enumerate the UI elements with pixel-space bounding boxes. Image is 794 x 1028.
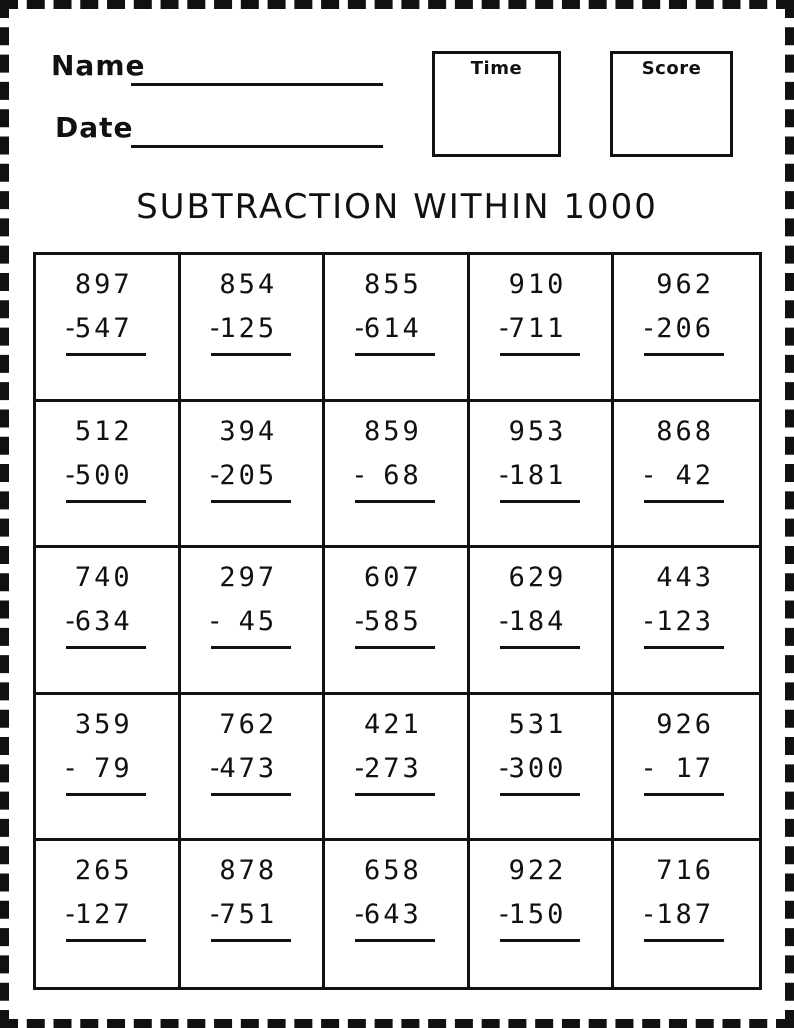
minus-sign: - xyxy=(640,753,657,784)
subtrahend: 17 xyxy=(675,753,714,784)
minuend: 421 xyxy=(364,709,422,740)
answer-line[interactable] xyxy=(211,939,291,942)
answer-line[interactable] xyxy=(66,646,146,649)
minuend: 531 xyxy=(508,709,567,740)
minuend: 607 xyxy=(364,562,422,593)
answer-line[interactable] xyxy=(644,939,724,942)
problem-cell[interactable] xyxy=(470,402,615,548)
minus-sign: - xyxy=(62,313,79,344)
problem-cell[interactable] xyxy=(36,255,181,402)
answer-line[interactable] xyxy=(355,353,435,356)
problem-cell[interactable] xyxy=(325,402,470,548)
minuend: 297 xyxy=(219,562,278,593)
minuend: 922 xyxy=(508,855,567,886)
subtrahend: 473 xyxy=(219,753,278,784)
minus-sign: - xyxy=(206,606,223,637)
minuend: 265 xyxy=(74,855,133,886)
minus-sign: - xyxy=(206,899,223,930)
answer-line[interactable] xyxy=(211,353,291,356)
score-box[interactable] xyxy=(610,51,733,157)
subtrahend: 187 xyxy=(656,899,714,930)
minus-sign: - xyxy=(495,899,513,930)
minuend: 868 xyxy=(656,416,714,447)
subtrahend: 150 xyxy=(508,899,567,930)
problem-cell[interactable] xyxy=(36,841,181,987)
time-box[interactable] xyxy=(432,51,561,157)
minuend: 658 xyxy=(364,855,422,886)
minus-sign: - xyxy=(351,899,368,930)
answer-line[interactable] xyxy=(66,353,146,356)
minus-sign: - xyxy=(62,606,79,637)
minuend: 512 xyxy=(74,416,133,447)
subtrahend: 45 xyxy=(238,606,278,637)
problem-cell[interactable] xyxy=(614,695,759,841)
score-label: Score xyxy=(641,58,702,79)
minus-sign: - xyxy=(351,753,368,784)
minus-sign: - xyxy=(62,899,79,930)
subtrahend: 205 xyxy=(219,460,278,491)
answer-line[interactable] xyxy=(500,646,580,649)
answer-line[interactable] xyxy=(211,500,291,503)
minus-sign: - xyxy=(640,899,657,930)
minuend: 855 xyxy=(364,269,422,300)
problem-cell[interactable] xyxy=(36,548,181,695)
answer-line[interactable] xyxy=(500,353,580,356)
problem-cell[interactable] xyxy=(181,695,326,841)
minus-sign: - xyxy=(495,753,513,784)
problem-cell[interactable] xyxy=(614,402,759,548)
minus-sign: - xyxy=(62,753,79,784)
minus-sign: - xyxy=(206,460,223,491)
minus-sign: - xyxy=(206,313,223,344)
date-field[interactable] xyxy=(131,145,383,148)
time-label: Time xyxy=(470,58,523,79)
minuend: 359 xyxy=(74,709,133,740)
date-label: Date xyxy=(55,111,134,144)
problem-cell[interactable] xyxy=(614,841,759,987)
subtrahend: 751 xyxy=(219,899,278,930)
problem-cell[interactable] xyxy=(470,695,615,841)
minus-sign: - xyxy=(351,313,368,344)
name-label: Name xyxy=(51,49,146,82)
minus-sign: - xyxy=(495,606,513,637)
answer-line[interactable] xyxy=(66,939,146,942)
problem-cell[interactable] xyxy=(36,695,181,841)
problem-cell[interactable] xyxy=(614,255,759,402)
answer-line[interactable] xyxy=(211,646,291,649)
problem-cell[interactable] xyxy=(181,255,326,402)
minuend: 740 xyxy=(74,562,133,593)
subtrahend: 273 xyxy=(364,753,422,784)
minuend: 854 xyxy=(219,269,278,300)
problem-cell[interactable] xyxy=(470,841,615,987)
answer-line[interactable] xyxy=(355,646,435,649)
minus-sign: - xyxy=(640,313,657,344)
minuend: 443 xyxy=(656,562,714,593)
problem-cell[interactable] xyxy=(325,841,470,987)
problem-cell[interactable] xyxy=(325,695,470,841)
answer-line[interactable] xyxy=(355,500,435,503)
minus-sign: - xyxy=(351,606,368,637)
minuend: 629 xyxy=(508,562,567,593)
problem-cell[interactable] xyxy=(470,548,615,695)
subtrahend: 711 xyxy=(508,313,567,344)
minuend: 859 xyxy=(364,416,422,447)
subtrahend: 125 xyxy=(219,313,278,344)
minus-sign: - xyxy=(495,313,513,344)
minus-sign: - xyxy=(206,753,223,784)
subtrahend: 585 xyxy=(364,606,422,637)
problem-cell[interactable] xyxy=(181,841,326,987)
minus-sign: - xyxy=(62,460,79,491)
minus-sign: - xyxy=(351,460,368,491)
answer-line[interactable] xyxy=(644,353,724,356)
subtrahend: 68 xyxy=(383,460,422,491)
answer-line[interactable] xyxy=(644,793,724,796)
answer-line[interactable] xyxy=(644,646,724,649)
subtrahend: 547 xyxy=(74,313,133,344)
answer-line[interactable] xyxy=(211,793,291,796)
subtrahend: 123 xyxy=(656,606,714,637)
minuend: 962 xyxy=(656,269,714,300)
answer-line[interactable] xyxy=(500,793,580,796)
minuend: 926 xyxy=(656,709,714,740)
problem-cell[interactable] xyxy=(325,548,470,695)
subtrahend: 634 xyxy=(74,606,133,637)
problem-cell[interactable] xyxy=(181,548,326,695)
subtrahend: 184 xyxy=(508,606,567,637)
minuend: 762 xyxy=(219,709,278,740)
minuend: 878 xyxy=(219,855,278,886)
subtrahend: 206 xyxy=(656,313,714,344)
minus-sign: - xyxy=(640,606,657,637)
answer-line[interactable] xyxy=(355,793,435,796)
worksheet-title: SUBTRACTION WITHIN 1000 xyxy=(136,187,658,227)
subtrahend: 42 xyxy=(675,460,714,491)
answer-line[interactable] xyxy=(355,939,435,942)
subtrahend: 614 xyxy=(364,313,422,344)
problem-grid xyxy=(33,252,762,990)
subtrahend: 79 xyxy=(94,753,133,784)
minuend: 897 xyxy=(74,269,133,300)
subtrahend: 127 xyxy=(74,899,133,930)
subtrahend: 500 xyxy=(74,460,133,491)
subtrahend: 300 xyxy=(508,753,567,784)
subtrahend: 643 xyxy=(364,899,422,930)
answer-line[interactable] xyxy=(66,500,146,503)
problem-cell[interactable] xyxy=(614,548,759,695)
answer-line[interactable] xyxy=(66,793,146,796)
answer-line[interactable] xyxy=(500,939,580,942)
name-field[interactable] xyxy=(131,83,383,86)
answer-line[interactable] xyxy=(644,500,724,503)
problem-cell[interactable] xyxy=(36,402,181,548)
answer-line[interactable] xyxy=(500,500,580,503)
problem-cell[interactable] xyxy=(181,402,326,548)
minuend: 394 xyxy=(219,416,278,447)
minuend: 716 xyxy=(656,855,714,886)
subtrahend: 181 xyxy=(508,460,567,491)
minus-sign: - xyxy=(640,460,657,491)
minuend: 910 xyxy=(508,269,567,300)
minuend: 953 xyxy=(508,416,567,447)
minus-sign: - xyxy=(495,460,513,491)
problem-cell[interactable] xyxy=(470,255,615,402)
problem-cell[interactable] xyxy=(325,255,470,402)
